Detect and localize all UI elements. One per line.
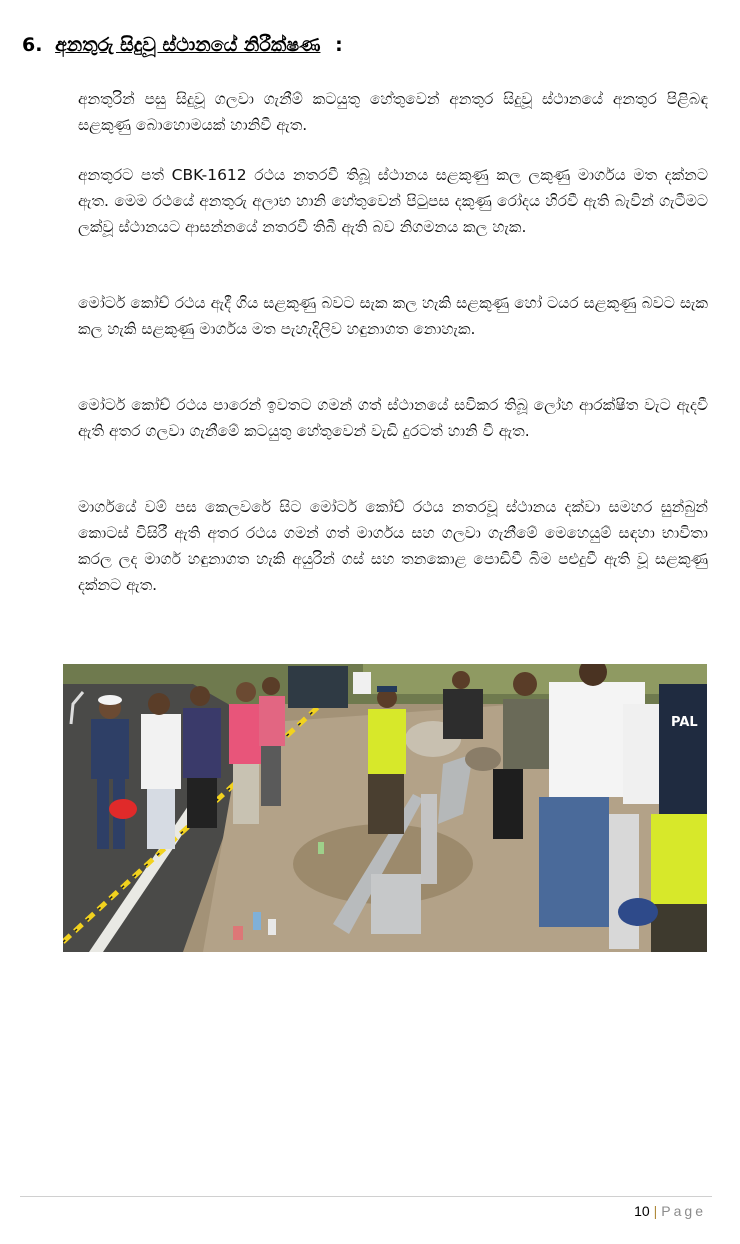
section-heading [22, 30, 712, 60]
paragraph-rescue-damage: අනතුරින් පසු සිදුවූ ගලවා ගැනීම් කටයුතු හේතුවෙන් අනතුර සිදුවූ ස්ථානයේ අනතුර පිළිබඳ සළකුණු බොහොමයක් හානිවී ඇත. [78, 90, 708, 134]
footer-divider [20, 1196, 712, 1197]
section-number: 6. [22, 34, 43, 56]
paragraph-guard-rail: මෝටර් කෝච් රථය පාරෙන් ඉවතට ගමන් ගත් ස්ථානයේ සවිකර තිබූ ලෝහ ආරක්ෂිත වැට ඇදවී ඇති අතර ගලවා ගැනීමේ කටයුතු හේතුවෙන් වැඩි දුරටත් හානි වී ඇත. [78, 396, 708, 440]
section-title: අනතුරු සිදුවූ ස්ථානයේ නිරීක්ෂණ [55, 34, 321, 56]
paragraph-skid-marks: මෝටර් කෝච් රථය ඇදී ගිය සළකුණු බවට සැක කල හැකි සළකුණු හෝ ටයර සළකුණු බවට සැක කල හැකි සළකුණු මාර්ගය මත පැහැදිලිව හඳුනාගත නොහැක. [78, 294, 708, 338]
page-footer [634, 1201, 706, 1221]
page-label: Page [661, 1203, 706, 1219]
footer-separator: | [653, 1203, 658, 1219]
paragraph-debris: මාර්ගයේ වම් පස කෙලවරේ සිට මෝටර් කෝච් රථය නතරවූ ස්ථානය දක්වා සමහර සුන්බුන් කොටස් විසිරී ඇති අතර රථය ගමන් ගත් මාර්ගය සහ ගලවා ගැනීමේ මෙහෙයුම් සඳහා භාවිතා කරල ලද මාර්ග හඳුනාගත හැකි අයුරින් ගස් සහ තනකොළ පොඩිවී බිම පළුදුවී ඇති වූ සළකුණු දක්නට ඇත. [78, 498, 708, 594]
accident-scene-photo [63, 664, 707, 952]
page-number: 10 [634, 1203, 650, 1219]
section-colon: : [335, 34, 343, 56]
vest-text: PAL [671, 715, 698, 730]
paragraph-vehicle-stop-position: අනතුරට පත් CBK-1612 රථය නතරවී තිබූ ස්ථානය සළකුණු කල ලකුණු මාර්ගය මත දක්නට ඇත. මෙම රථයේ අනතුරු අලාභ හානි හේතුවෙන් පිටුපස දකුණු රෝදය හිරවී ඇති බැවින් ගැටීමට ලක්වූ ස්ථානයට ආසන්නයේ නතරවී තිබී ඇති බව නිගමනය කල හැක. [78, 166, 708, 236]
